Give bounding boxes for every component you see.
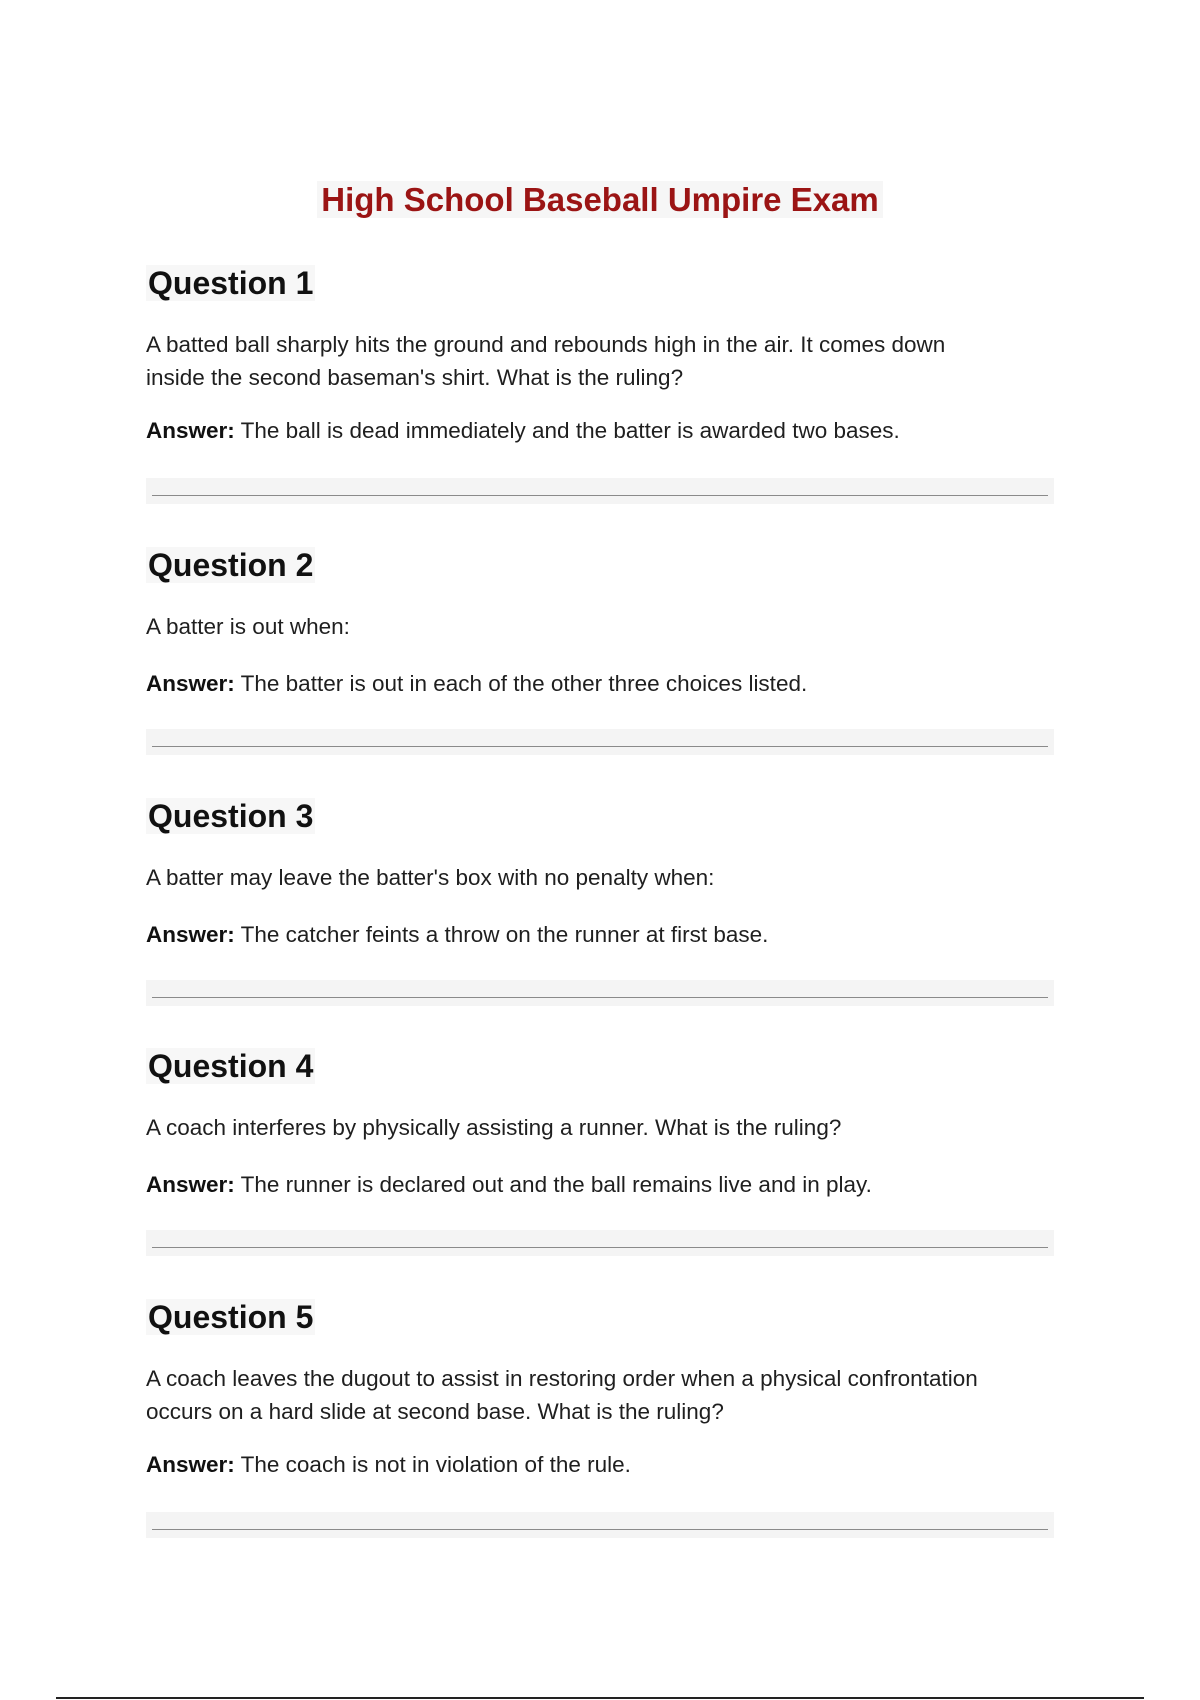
question-heading: Question 4 [148,1048,314,1084]
question-block-4 [146,1046,1056,1201]
footer-rule [56,1697,1144,1699]
answer-text: The catcher feints a throw on the runner at first base. [240,922,769,947]
question-text: A coach leaves the dugout to assist in restoring order when a physical confrontation occurs on a hard slide at second base. What is the ruling? [146,1366,978,1424]
answer-label: Answer: [146,418,235,443]
question-heading: Question 2 [148,547,314,583]
question-heading: Question 3 [148,798,314,834]
answer-text: The coach is not in violation of the rule. [240,1452,631,1477]
question-heading: Question 5 [148,1299,314,1335]
answer-label: Answer: [146,922,235,947]
answer-label: Answer: [146,1452,235,1477]
question-heading: Question 1 [148,265,314,301]
answer-label: Answer: [146,1172,235,1197]
answer-line [146,414,1056,447]
answer-text: The runner is declared out and the ball remains live and in play. [240,1172,872,1197]
question-block-2 [146,545,1056,700]
question-block-1 [146,263,1056,447]
question-block-3 [146,796,1056,951]
section-divider [146,1512,1054,1538]
section-divider [146,980,1054,1006]
answer-label: Answer: [146,671,235,696]
section-divider [146,1230,1054,1256]
question-block-5 [146,1297,1056,1481]
answer-text: The ball is dead immediately and the batter is awarded two bases. [240,418,900,443]
answer-line [146,1448,1056,1481]
page-title [0,180,1200,220]
section-divider [146,478,1054,504]
answer-text: The batter is out in each of the other three choices listed. [240,671,808,696]
question-text: A coach interferes by physically assisting a runner. What is the ruling? [146,1115,842,1140]
page-title-text: High School Baseball Umpire Exam [317,181,883,218]
answer-line [146,1168,1056,1201]
question-text: A batter may leave the batter's box with no penalty when: [146,865,715,890]
section-divider [146,729,1054,755]
answer-line [146,667,1056,700]
question-text: A batted ball sharply hits the ground and rebounds high in the air. It comes down inside the second baseman's shirt. What is the ruling? [146,332,946,390]
answer-line [146,918,1056,951]
question-text: A batter is out when: [146,614,350,639]
